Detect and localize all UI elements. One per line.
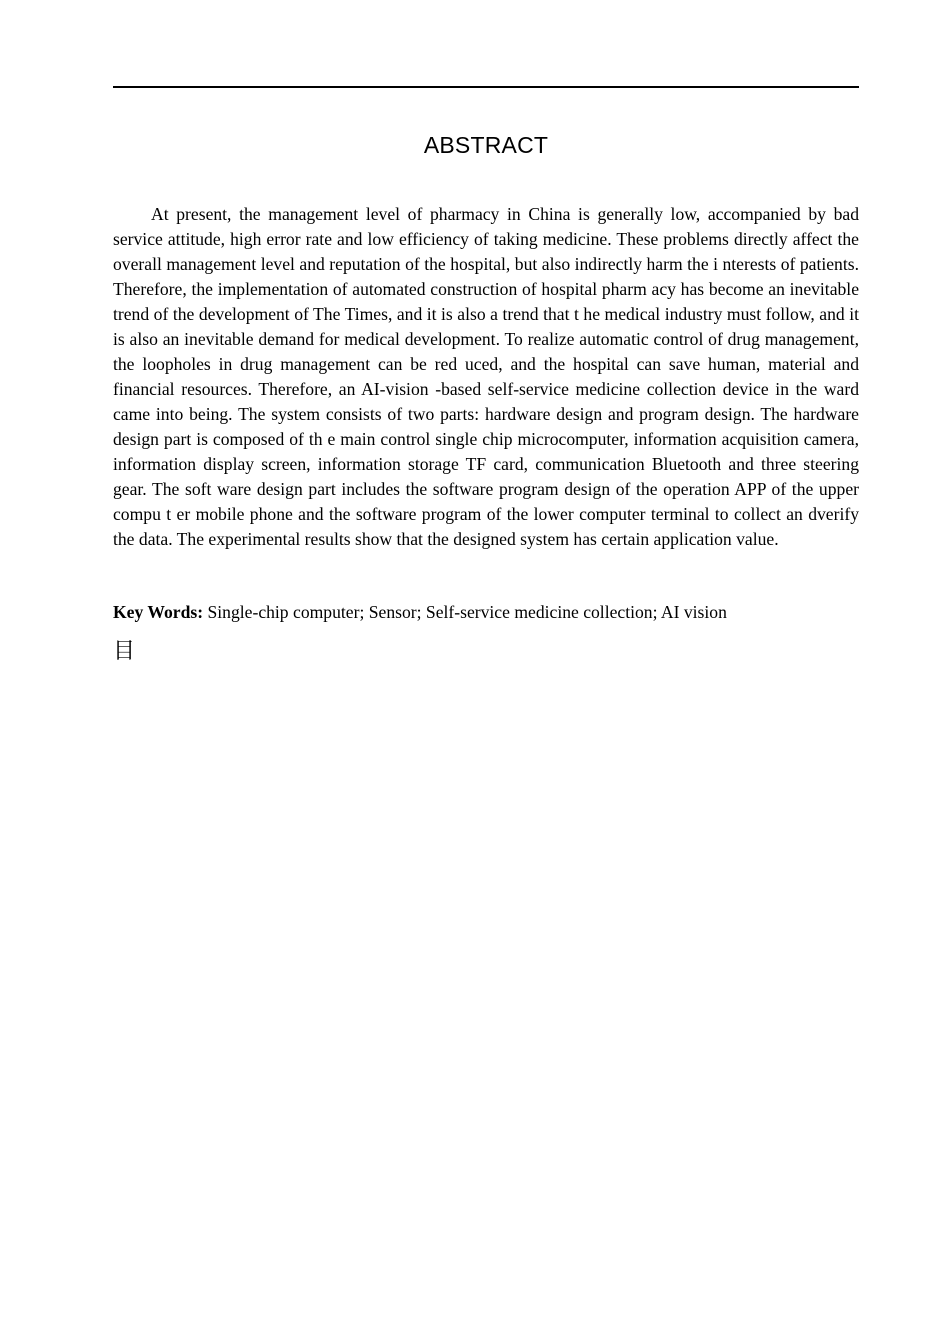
- abstract-title: ABSTRACT: [423, 132, 549, 158]
- keywords-text: Single-chip computer; Sensor; Self-service medicine collection; AI vision: [203, 602, 727, 622]
- header-rule: [113, 86, 859, 88]
- toc-heading: 目: [113, 639, 136, 664]
- abstract-body: At present, the management level of pharmacy in China is generally low, accompanied by bad service attitude, high error rate and low efficiency of taking medicine. These problems directly affect the overall management level and reputation of the hospital, but also indirectly harm the i nterests of patients. Therefore, the implementation of automated construction of hospital pharm acy has become an inevitable trend of the development of The Times, and it is also a trend that t he medical industry must follow, and it is also an inevitable demand for medical development. To realize automatic control of drug management, the loopholes in drug management can be red uced, and the hospital can save human, material and financial resources. Therefore, an AI-vision -based self-service medicine collection device in the ward came into being. The system consists of two parts: hardware design and program design. The hardware design part is composed of th e main control single chip microcomputer, information acquisition camera, information display screen, information storage TF card, communication Bluetooth and three steering gear. The soft ware design part includes the software program design of the operation APP of the upper compu t er mobile phone and the software program of the lower computer terminal to collect an dverify the data. The experimental results show that the designed system has certain application value.: [113, 204, 859, 549]
- keywords-line: [113, 600, 859, 625]
- keywords-label: Key Words:: [113, 602, 204, 622]
